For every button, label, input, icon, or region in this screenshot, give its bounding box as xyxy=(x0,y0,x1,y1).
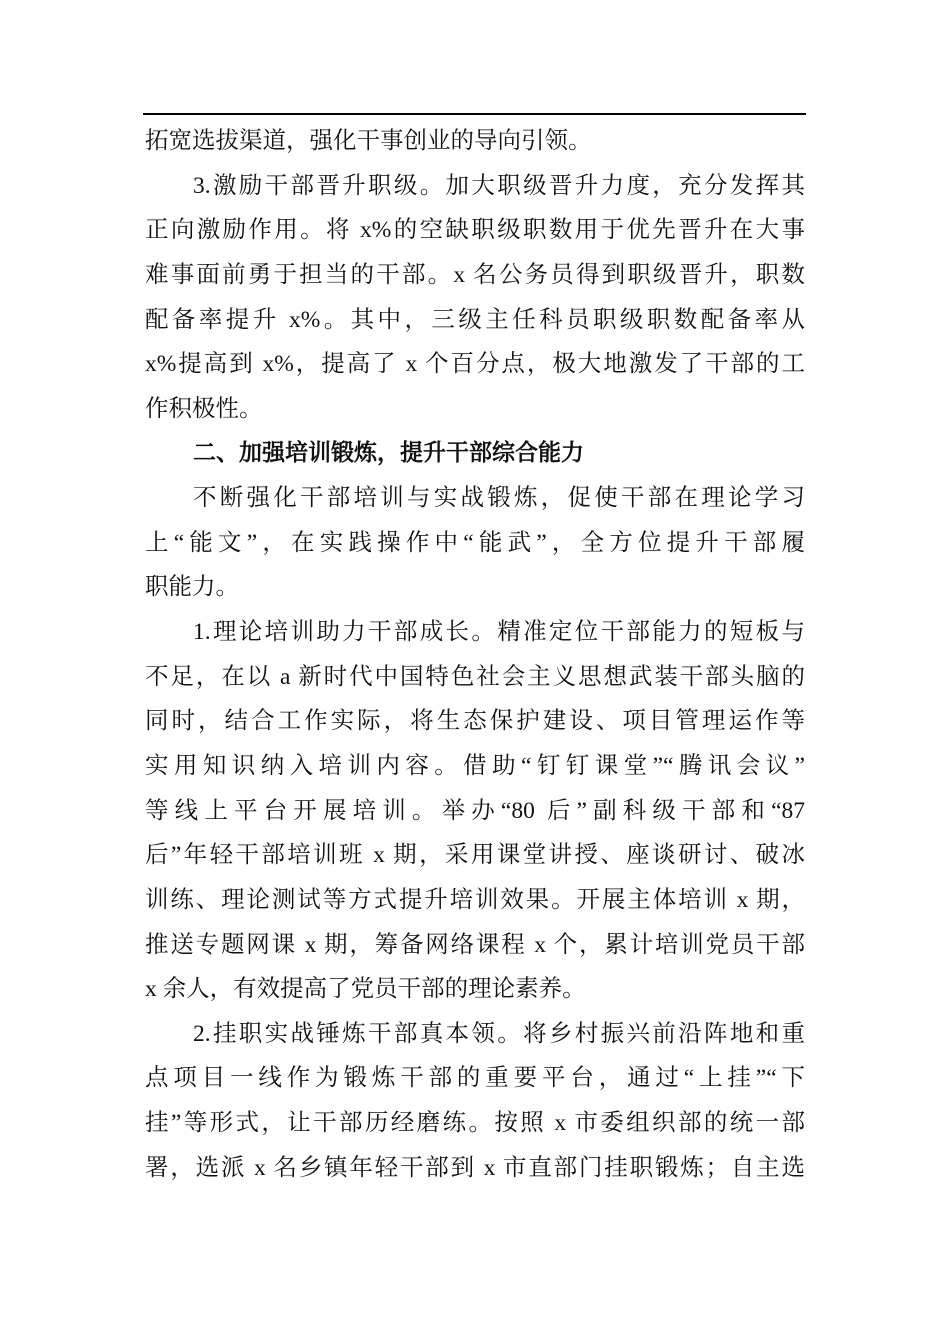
paragraph-line: 等线上平台开展培训。举办“80 后”副科级干部和“87 xyxy=(145,797,805,824)
paragraph-line: 职能力。 xyxy=(145,574,239,601)
paragraph-line: 推送专题网课 x 期，筹备网络课程 x 个，累计培训党员干部 xyxy=(145,931,805,958)
paragraph-line: 1.理论培训助力干部成长。精准定位干部能力的短板与 xyxy=(193,619,805,646)
paragraph-line: 署，选派 x 名乡镇年轻干部到 x 市直部门挂职锻炼；自主选 xyxy=(145,1154,805,1181)
paragraph-line: 难事面前勇于担当的干部。x 名公务员得到职级晋升，职数 xyxy=(145,261,805,288)
header-rule xyxy=(143,113,806,115)
paragraph-line: 拓宽选拔渠道，强化干事创业的导向引领。 xyxy=(145,128,592,154)
document-body xyxy=(145,119,805,1190)
paragraph-line: 3.激励干部晋升职级。加大职级晋升力度，充分发挥其 xyxy=(193,172,805,199)
paragraph-line: 上“能文”，在实践操作中“能武”，全方位提升干部履 xyxy=(145,529,805,556)
paragraph-line: x 余人，有效提高了党员干部的理论素养。 xyxy=(145,976,586,1003)
paragraph-line: 不断强化干部培训与实战锻炼，促使干部在理论学习 xyxy=(193,485,805,512)
paragraph-line: 挂”等形式，让干部历经磨练。按照 x 市委组织部的统一部 xyxy=(145,1110,805,1137)
paragraph-line: 训练、理论测试等方式提升培训效果。开展主体培训 x 期， xyxy=(145,886,805,913)
paragraph-line: 配备率提升 x%。其中，三级主任科员职级职数配备率从 xyxy=(145,306,805,333)
section-heading: 二、加强培训锻炼，提升干部综合能力 xyxy=(193,440,584,467)
paragraph-line: 不足，在以 a 新时代中国特色社会主义思想武装干部头脑的 xyxy=(145,663,805,690)
paragraph-line: 后”年轻干部培训班 x 期，采用课堂讲授、座谈研讨、破冰 xyxy=(145,842,805,869)
paragraph-line: x%提高到 x%，提高了 x 个百分点，极大地激发了干部的工 xyxy=(145,351,805,378)
paragraph-line: 实用知识纳入培训内容。借助“钉钉课堂”“腾讯会议” xyxy=(145,752,805,779)
paragraph-line: 2.挂职实战锤炼干部真本领。将乡村振兴前沿阵地和重 xyxy=(193,1020,805,1047)
paragraph-line: 同时，结合工作实际，将生态保护建设、项目管理运作等 xyxy=(145,708,805,735)
paragraph-line: 点项目一线作为锻炼干部的重要平台，通过“上挂”“下 xyxy=(145,1065,805,1092)
paragraph-line: 作积极性。 xyxy=(145,395,263,422)
paragraph-line: 正向激励作用。将 x%的空缺职级职数用于优先晋升在大事 xyxy=(145,217,805,244)
